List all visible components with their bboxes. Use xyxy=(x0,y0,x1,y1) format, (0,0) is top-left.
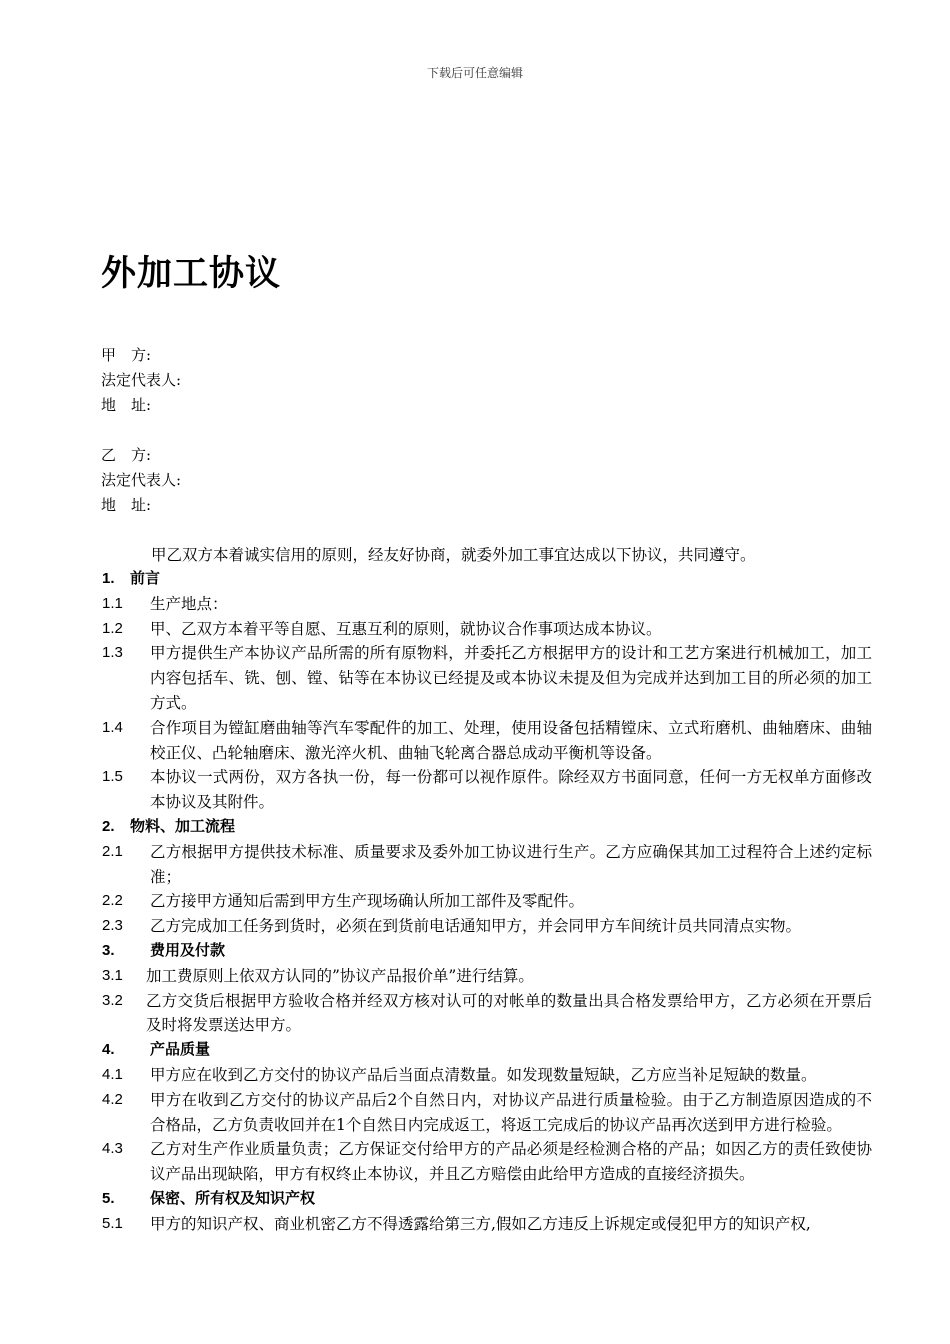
section-title: 产品质量 xyxy=(150,1041,211,1059)
section-title: 保密、所有权及知识产权 xyxy=(150,1189,316,1207)
clause xyxy=(102,1063,872,1088)
clause-text: 甲方在收到乙方交付的协议产品后2个自然日内，对协议产品进行质量检验。由于乙方制造原因造成的不合格品，乙方负责收回并在1个自然日内完成返工，将返工完成后的协议产品再次送到甲方进行检验。 xyxy=(150,1090,872,1134)
clause-text: 加工费原则上依双方认同的”协议产品报价单”进行结算。 xyxy=(146,966,534,985)
clause-text: 乙方对生产作业质量负责；乙方保证交付给甲方的产品必须是经检测合格的产品；如因乙方的责任致使协议产品出现缺陷，甲方有权终止本协议，并且乙方赔偿由此给甲方造成的直接经济损失。 xyxy=(150,1140,872,1184)
clause xyxy=(102,989,872,1039)
clause-number: 1.2 xyxy=(102,619,123,637)
section-title: 物料、加工流程 xyxy=(130,817,236,835)
clause xyxy=(102,840,872,890)
header-note: 下载后可任意编辑 xyxy=(426,66,523,80)
clause-text: 乙方交货后根据甲方验收合格并经双方核对认可的对帐单的数量出具合格发票给甲方，乙方必须在开票后及时将发票送达甲方。 xyxy=(146,991,872,1035)
clause-number: 1.5 xyxy=(102,768,123,786)
clause-text: 甲、乙双方本着平等自愿、互惠互利的原则，就协议合作事项达成本协议。 xyxy=(150,619,662,638)
party-b-name-label: 乙 方: xyxy=(101,446,152,464)
section-number: 5. xyxy=(102,1189,115,1207)
section-heading xyxy=(102,815,872,840)
section-number: 3. xyxy=(102,941,115,959)
section-heading xyxy=(102,1187,872,1212)
clause xyxy=(102,1088,872,1138)
clause xyxy=(102,765,872,815)
clause-number: 4.1 xyxy=(102,1065,123,1083)
clause-text: 合作项目为镗缸磨曲轴等汽车零配件的加工、处理，使用设备包括精镗床、立式珩磨机、曲轴磨床、曲轴校正仪、凸轮轴磨床、激光淬火机、曲轴飞轮离合器总成动平衡机等设备。 xyxy=(150,718,872,762)
clause-number: 3.1 xyxy=(102,966,123,984)
clause xyxy=(102,964,872,989)
section-number: 1. xyxy=(102,570,115,587)
clause-text: 生产地点： xyxy=(150,594,228,613)
clause-number: 1.4 xyxy=(102,718,123,736)
party-a-rep-label: 法定代表人: xyxy=(101,371,182,389)
party-a-name-label: 甲 方: xyxy=(101,346,152,364)
clause-number: 2.1 xyxy=(102,842,123,860)
clause-text: 甲方的知识产权、商业机密乙方不得透露给第三方,假如乙方违反上诉规定或侵犯甲方的知识产权, xyxy=(150,1214,811,1233)
section-heading xyxy=(102,1038,872,1063)
section-heading xyxy=(102,939,872,964)
clause-text: 乙方接甲方通知后需到甲方生产现场确认所加工部件及零配件。 xyxy=(150,892,585,911)
clause xyxy=(102,592,872,617)
clause xyxy=(102,1212,872,1237)
clause xyxy=(102,889,872,914)
clause-text: 甲方应在收到乙方交付的协议产品后当面点清数量。如发现数量短缺，乙方应当补足短缺的数量。 xyxy=(150,1065,817,1084)
clause-text: 乙方完成加工任务到货时，必须在到货前电话通知甲方，并会同甲方车间统计员共同清点实物。 xyxy=(150,917,802,936)
clause-text: 乙方根据甲方提供技术标准、质量要求及委外加工协议进行生产。乙方应确保其加工过程符合上述约定标准； xyxy=(150,842,872,886)
section-number: 2. xyxy=(102,817,115,835)
clause-number: 3.2 xyxy=(102,991,123,1009)
clause xyxy=(102,1137,872,1187)
section-number: 4. xyxy=(102,1041,115,1059)
party-b-address-label: 地 址: xyxy=(101,496,152,514)
clause xyxy=(102,716,872,766)
party-b-rep-label: 法定代表人: xyxy=(101,471,182,489)
section-title: 前言 xyxy=(130,570,161,587)
sections xyxy=(102,567,872,1237)
section-title: 费用及付款 xyxy=(150,941,226,959)
clause-text: 甲方提供生产本协议产品所需的所有原物料，并委托乙方根据甲方的设计和工艺方案进行机械加工，加工内容包括车、铣、刨、镗、钻等在本协议已经提及或本协议未提及但为完成并达到加工目的所必须的加工方式。 xyxy=(150,644,872,712)
clause-number: 2.3 xyxy=(102,917,123,935)
document-title: 外加工协议 xyxy=(101,254,282,294)
intro-paragraph: 甲乙双方本着诚实信用的原则，经友好协商，就委外加工事宜达成以下协议，共同遵守。 xyxy=(151,546,756,564)
clause xyxy=(102,641,872,715)
clause xyxy=(102,914,872,939)
clause xyxy=(102,617,872,642)
party-a-block xyxy=(101,343,181,418)
clause-number: 4.2 xyxy=(102,1090,123,1108)
clause-number: 4.3 xyxy=(102,1140,123,1158)
clause-number: 1.1 xyxy=(102,594,123,612)
party-b-block xyxy=(101,443,181,518)
clause-number: 1.3 xyxy=(102,644,123,662)
party-a-address-label: 地 址: xyxy=(101,396,152,414)
clause-text: 本协议一式两份，双方各执一份，每一份都可以视作原件。除经双方书面同意，任何一方无权单方面修改本协议及其附件。 xyxy=(150,768,872,812)
clause-number: 2.2 xyxy=(102,892,123,910)
clause-number: 5.1 xyxy=(102,1214,123,1232)
section-heading xyxy=(102,567,872,592)
